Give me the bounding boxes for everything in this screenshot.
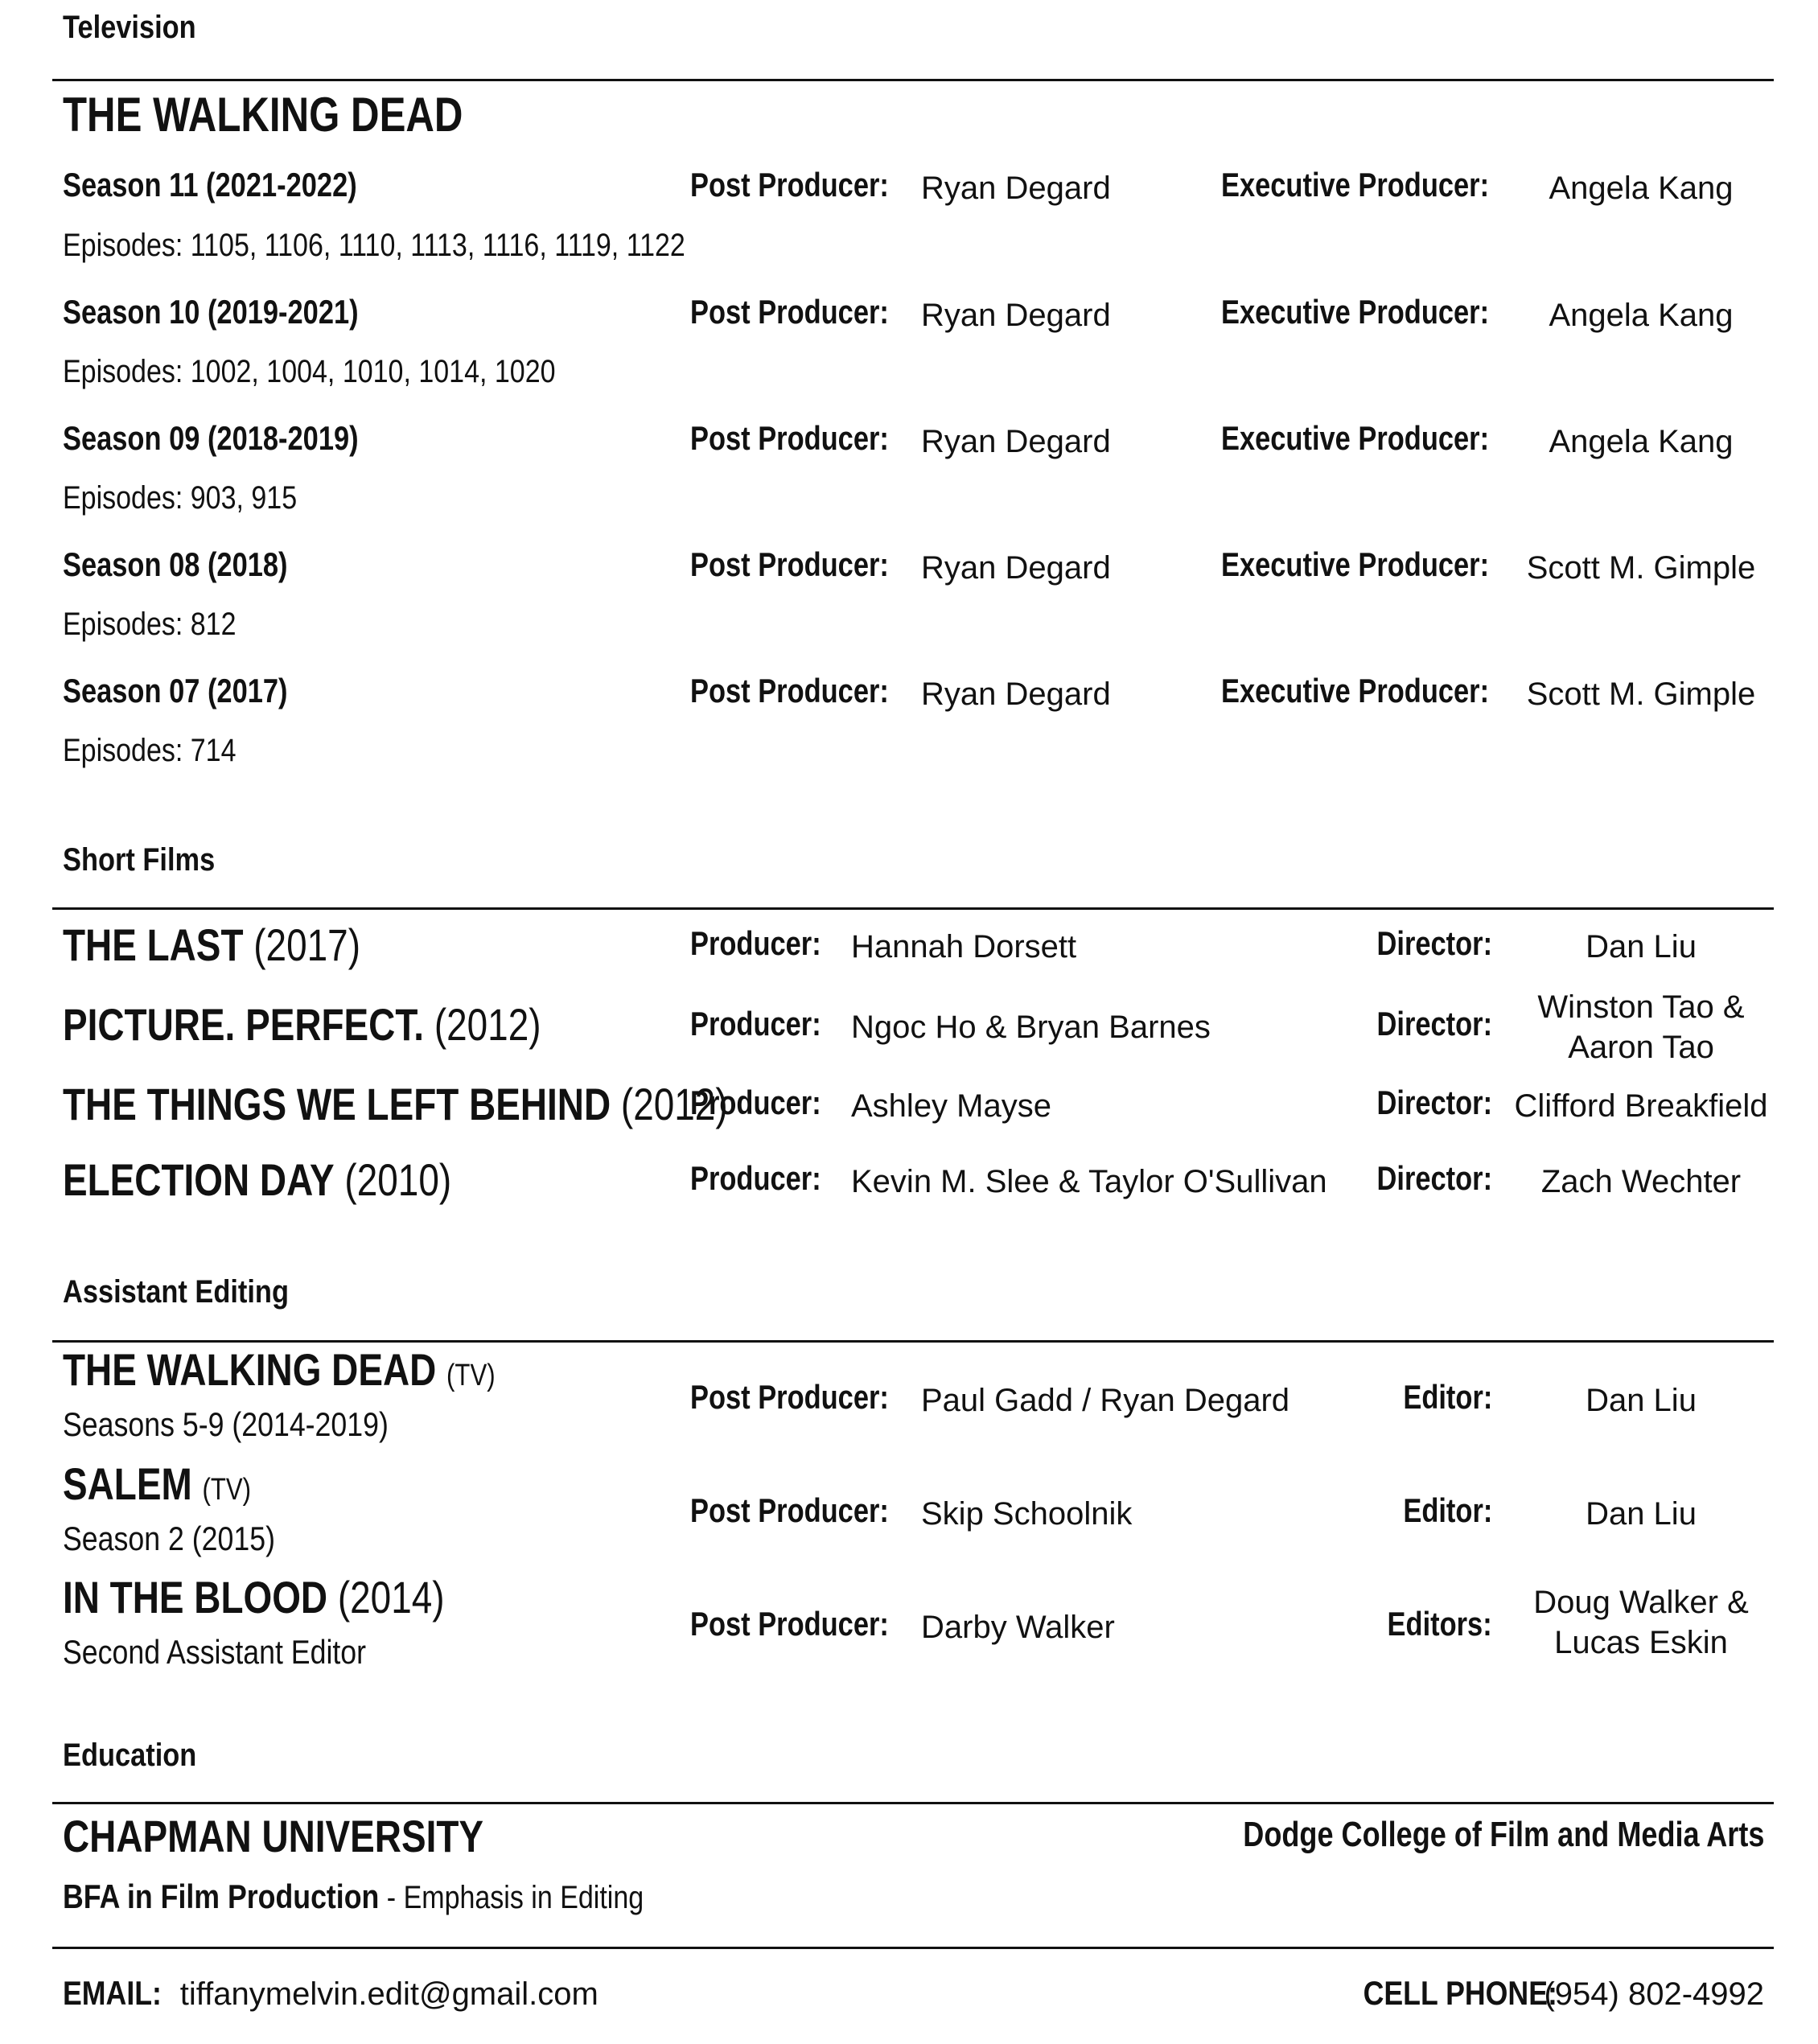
email-label: EMAIL: (63, 1974, 162, 2012)
director-label: Director: (1376, 1159, 1492, 1197)
post-producer-value: Skip Schoolnik (921, 1496, 1133, 1532)
director-label: Director: (1376, 924, 1492, 962)
producer-label: Producer: (690, 1159, 821, 1197)
section-heading-short-films: Short Films (63, 842, 216, 878)
producer-label: Producer: (690, 1084, 821, 1121)
season-label: Season 09 (2018-2019) (63, 419, 359, 457)
film-year: (2012) (620, 1079, 728, 1129)
director-value-line-1: Winston Tao & (1537, 989, 1745, 1025)
editors-label: Editors: (1387, 1605, 1492, 1643)
episodes-list: Episodes: 1002, 1004, 1010, 1014, 1020 (63, 354, 556, 389)
producer-label: Producer: (690, 924, 821, 962)
editor-value: Dan Liu (1586, 1383, 1697, 1418)
editor-label: Editor: (1403, 1378, 1492, 1416)
degree-emphasis: - Emphasis in Editing (379, 1880, 644, 1915)
film-year: (2012) (434, 999, 541, 1050)
degree: BFA in Film Production (63, 1877, 380, 1915)
section-divider (52, 1340, 1774, 1343)
email-line (63, 1974, 598, 2013)
post-producer-value: Ryan Degard (921, 550, 1111, 586)
section-divider (52, 79, 1774, 81)
section-divider (52, 1802, 1774, 1804)
season-label: Season 08 (2018) (63, 545, 288, 583)
producer-value: Ashley Mayse (851, 1088, 1051, 1124)
episodes-list: Episodes: 903, 915 (63, 480, 298, 516)
project-subtitle: Seasons 5-9 (2014-2019) (63, 1405, 389, 1443)
executive-producer-value: Angela Kang (1549, 298, 1734, 333)
project-year: (2014) (337, 1572, 445, 1622)
post-producer-label: Post Producer: (690, 1605, 889, 1643)
school-name: CHAPMAN UNIVERSITY (63, 1811, 484, 1861)
post-producer-value: Darby Walker (921, 1610, 1115, 1645)
executive-producer-label: Executive Producer: (1221, 672, 1490, 709)
film-name: PICTURE. PERFECT. (63, 999, 425, 1050)
post-producer-label: Post Producer: (690, 419, 889, 457)
project-title (63, 1458, 251, 1510)
episodes-list: Episodes: 714 (63, 733, 237, 768)
season-label: Season 10 (2019-2021) (63, 293, 359, 331)
editor-label: Editor: (1403, 1491, 1492, 1529)
footer-divider (52, 1947, 1774, 1949)
film-title (63, 919, 360, 971)
show-title: THE WALKING DEAD (63, 88, 463, 142)
season-label: Season 07 (2017) (63, 672, 288, 709)
executive-producer-value: Angela Kang (1549, 171, 1734, 206)
director-value: Zach Wechter (1540, 1164, 1742, 1199)
post-producer-label: Post Producer: (690, 1491, 889, 1529)
film-year: (2017) (253, 919, 360, 970)
project-title (63, 1571, 445, 1623)
film-title (63, 1078, 728, 1130)
editor-value-line-1: Doug Walker & (1533, 1585, 1749, 1620)
post-producer-value: Ryan Degard (921, 424, 1111, 459)
director-label: Director: (1376, 1084, 1492, 1121)
section-heading-education: Education (63, 1738, 197, 1773)
post-producer-value: Ryan Degard (921, 298, 1111, 333)
post-producer-label: Post Producer: (690, 166, 889, 204)
post-producer-value: Paul Gadd / Ryan Degard (921, 1383, 1290, 1418)
project-subtitle: Season 2 (2015) (63, 1520, 275, 1557)
director-label: Director: (1376, 1005, 1492, 1043)
producer-value: Ngoc Ho & Bryan Barnes (851, 1010, 1211, 1045)
director-value: Clifford Breakfield (1514, 1088, 1768, 1124)
film-year: (2010) (344, 1154, 452, 1205)
post-producer-label: Post Producer: (690, 545, 889, 583)
post-producer-value: Ryan Degard (921, 171, 1111, 206)
editor-value: Dan Liu (1586, 1496, 1697, 1532)
executive-producer-value: Angela Kang (1549, 424, 1734, 459)
project-tag: (TV) (446, 1359, 496, 1392)
executive-producer-label: Executive Producer: (1221, 545, 1490, 583)
phone-label: CELL PHONE: (1364, 1974, 1558, 2012)
director-value-line-2: Aaron Tao (1568, 1030, 1714, 1065)
producer-value: Kevin M. Slee & Taylor O'Sullivan (851, 1164, 1327, 1199)
post-producer-label: Post Producer: (690, 1378, 889, 1416)
section-heading-assistant-editing: Assistant Editing (63, 1274, 289, 1310)
executive-producer-value: Scott M. Gimple (1526, 677, 1756, 712)
film-name: THE LAST (63, 919, 244, 970)
college-name: Dodge College of Film and Media Arts (1242, 1815, 1764, 1854)
post-producer-label: Post Producer: (690, 293, 889, 331)
email-value[interactable]: tiffanymelvin.edit@gmail.com (171, 1976, 598, 2012)
executive-producer-label: Executive Producer: (1221, 293, 1490, 331)
executive-producer-label: Executive Producer: (1221, 166, 1490, 204)
degree-line (63, 1877, 644, 1916)
phone-line (1329, 1974, 1764, 2013)
project-subtitle: Second Assistant Editor (63, 1633, 367, 1671)
editor-value-line-2: Lucas Eskin (1554, 1625, 1728, 1660)
phone-value[interactable]: (954) 802-4992 (1535, 1976, 1764, 2012)
section-divider (52, 907, 1774, 910)
film-name: THE THINGS WE LEFT BEHIND (63, 1079, 611, 1129)
producer-value: Hannah Dorsett (851, 929, 1077, 964)
project-name: THE WALKING DEAD (63, 1344, 437, 1395)
post-producer-label: Post Producer: (690, 672, 889, 709)
project-title (63, 1343, 496, 1396)
season-label: Season 11 (2021-2022) (63, 166, 357, 204)
episodes-list: Episodes: 1105, 1106, 1110, 1113, 1116, 1119, 1122 (63, 228, 685, 263)
executive-producer-value: Scott M. Gimple (1526, 550, 1756, 586)
director-value: Dan Liu (1586, 929, 1697, 964)
post-producer-value: Ryan Degard (921, 677, 1111, 712)
executive-producer-label: Executive Producer: (1221, 419, 1490, 457)
episodes-list: Episodes: 812 (63, 607, 237, 642)
film-name: ELECTION DAY (63, 1154, 335, 1205)
project-name: SALEM (63, 1458, 192, 1509)
film-title (63, 1154, 451, 1206)
project-tag: (TV) (202, 1473, 252, 1507)
section-heading-television: Television (63, 10, 196, 45)
producer-label: Producer: (690, 1005, 821, 1043)
project-name: IN THE BLOOD (63, 1572, 328, 1622)
film-title (63, 998, 541, 1051)
